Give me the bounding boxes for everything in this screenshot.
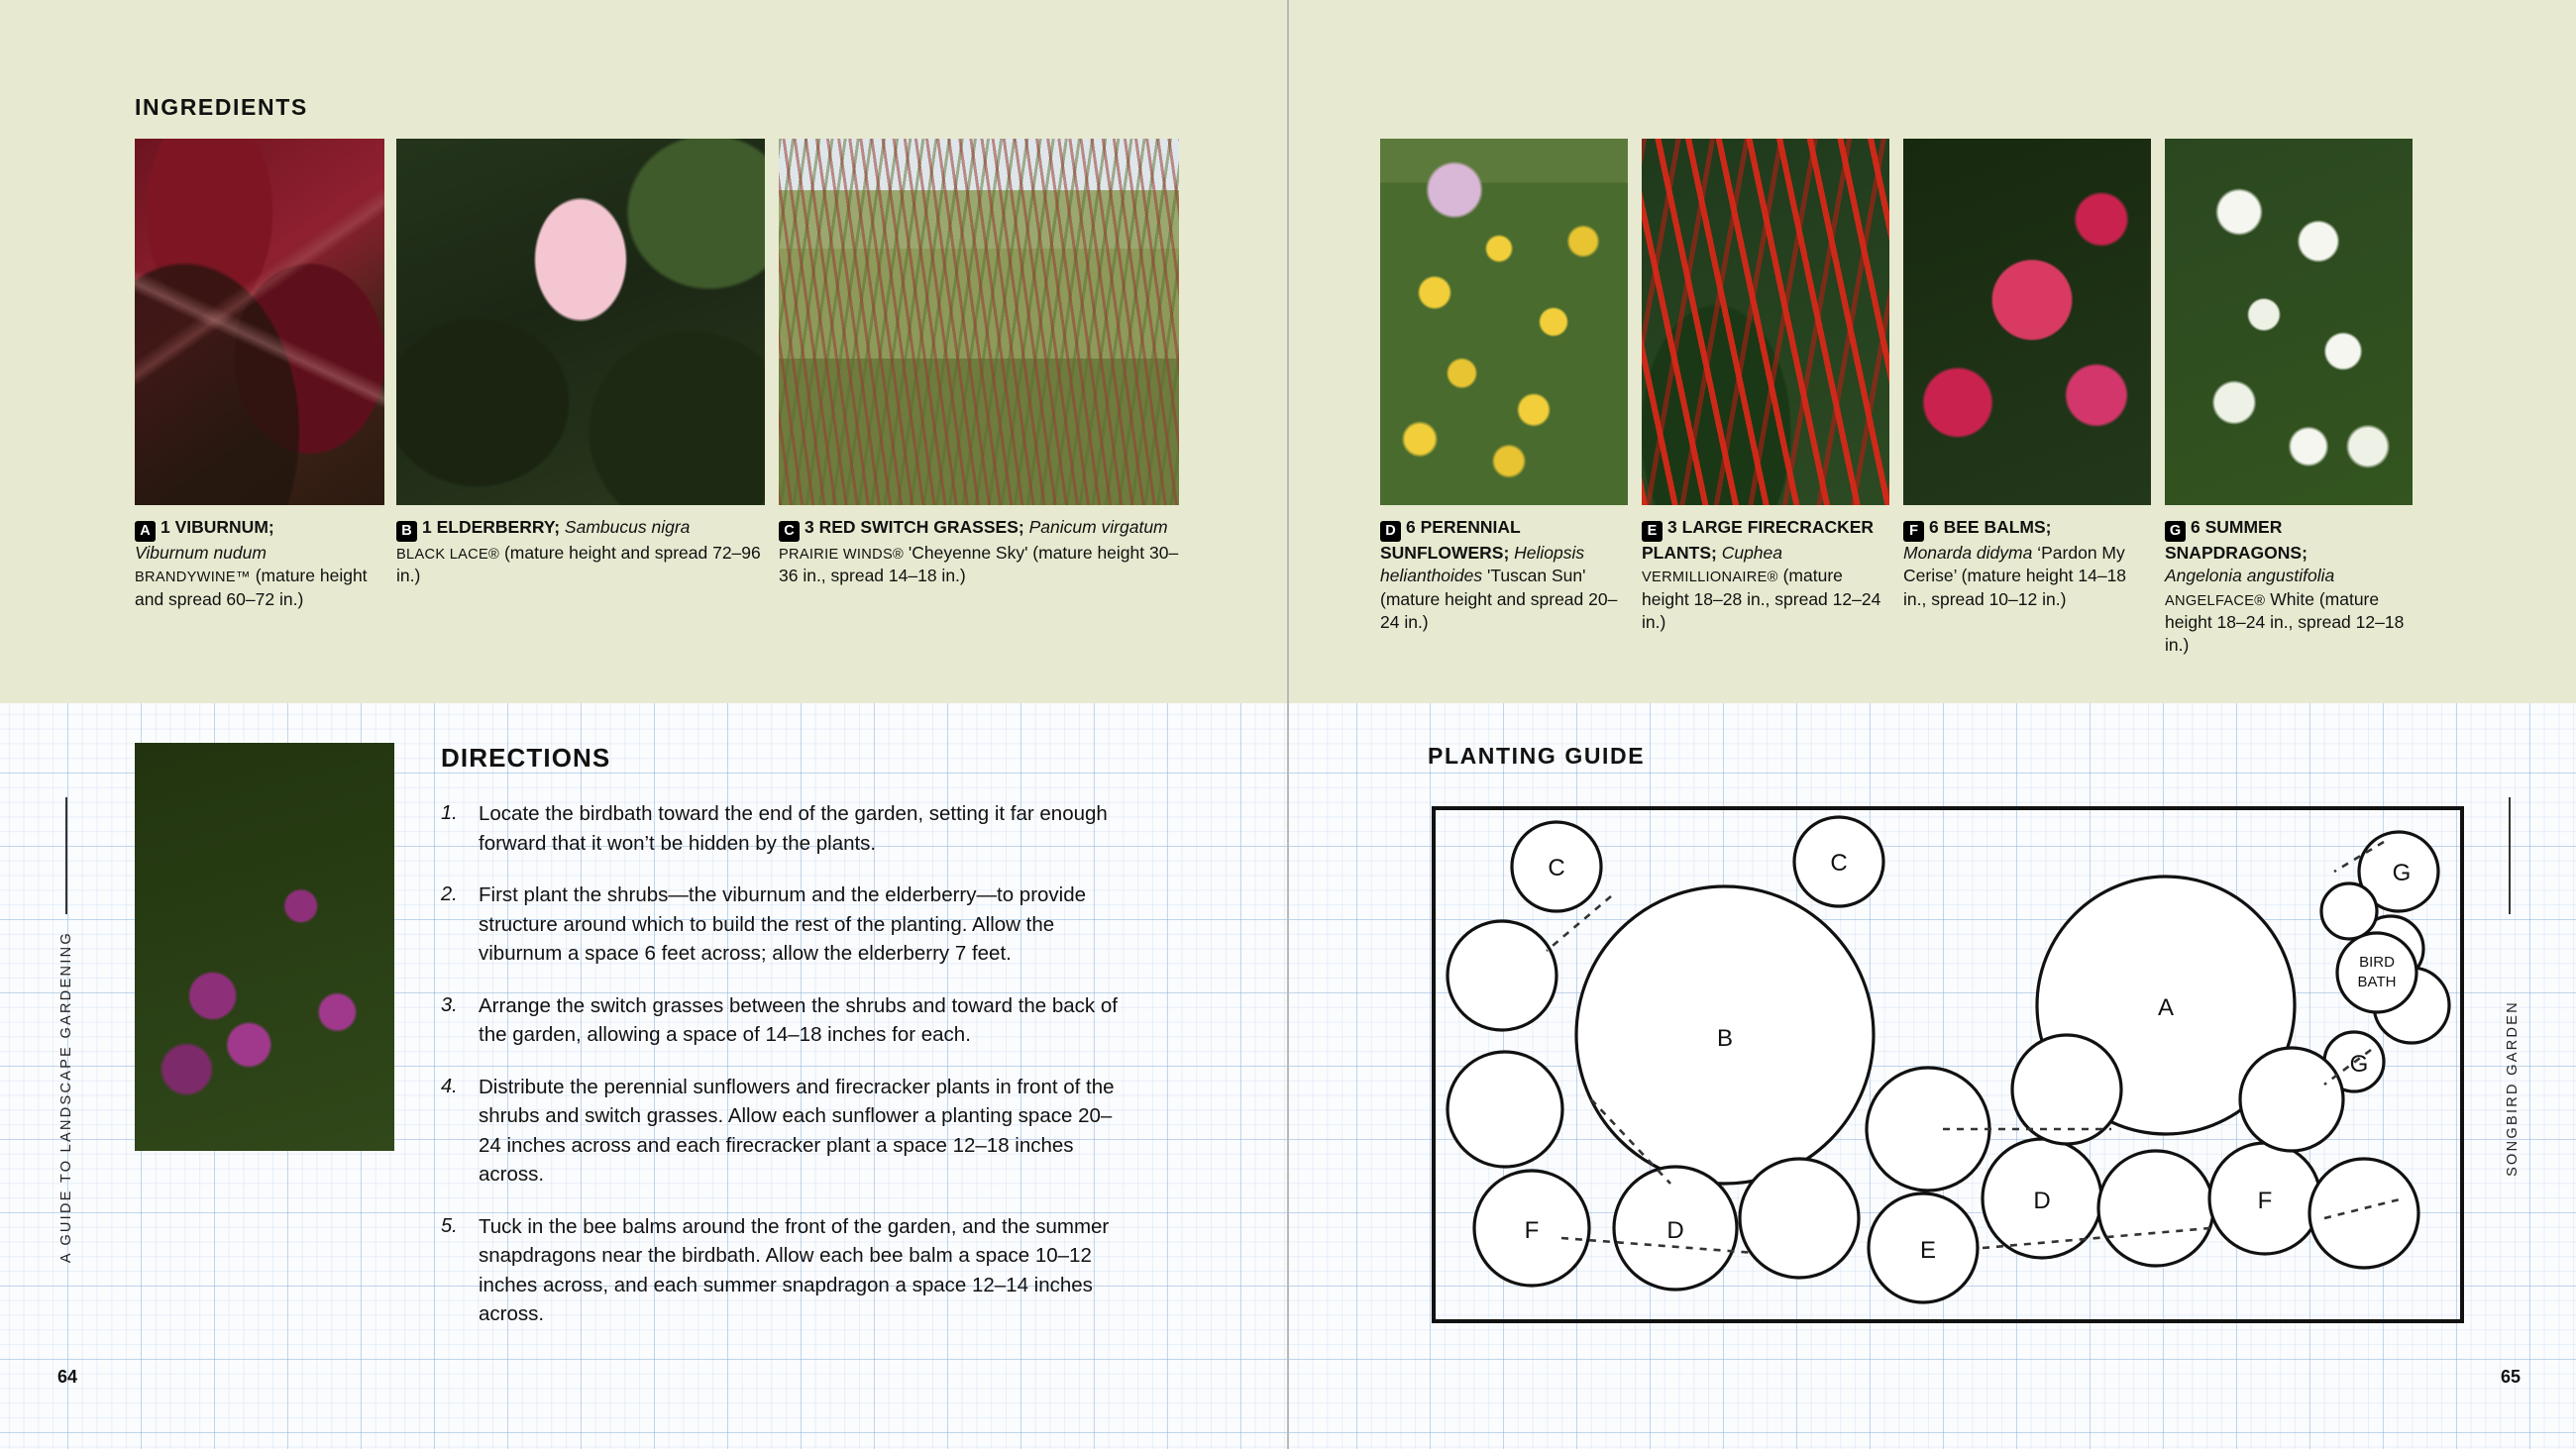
ingredient-latin: Panicum virgatum [1028,517,1168,537]
svg-text:G: G [2349,1051,2369,1078]
direction-step [441,880,1134,969]
ingredient-caption-b [396,516,765,588]
elderberry-photo [396,139,765,505]
ingredient-detail: ‘Pardon My Cerise’ (mature height 14–18 in., spread 10–12 in.) [1903,543,2127,609]
beautyberry-photo [135,887,394,1117]
ingredient-latin: Monarda didyma [1903,543,2033,563]
ingredient-caption-e [1642,516,1889,634]
ingredient-letter-badge: D [1380,521,1401,542]
ingredient-detail: (mature height and spread 72–96 in.) [396,543,761,586]
ingredient-letter-badge: G [2165,521,2186,542]
ingredient-detail: White (mature height 18–24 in., spread 12–18 in.) [2165,588,2405,656]
svg-text:D: D [2033,1188,2051,1214]
ingredient-card-c [779,139,1179,588]
ingredient-name: 1 ELDERBERRY; [422,517,561,537]
ingredient-trade: ANGELFACE® [2165,592,2266,609]
viburnum-photo [135,139,384,505]
ingredient-name: 6 PERENNIAL SUNFLOWERS; [1380,517,1521,563]
svg-text:F: F [2257,1188,2273,1214]
bee-balm-photo [1903,139,2151,505]
direction-step [441,799,1134,858]
ingredient-detail: (mature height 18–28 in., spread 12–24 in.) [1642,566,1881,632]
step-text: Locate the birdbath toward the end of the garden, setting it far enough forward that it won’t be hidden by the plants. [479,802,1108,855]
svg-text:A: A [2157,994,2175,1021]
directions-block [441,743,1134,1352]
direction-step [441,1212,1134,1329]
direction-step [441,1073,1134,1190]
ingredient-card-b [396,139,765,588]
substitutions-block [135,743,394,1151]
svg-text:G: G [2392,860,2412,886]
step-number: 1. [441,802,458,824]
ingredient-caption-c [779,516,1179,588]
step-text: First plant the shrubs—the viburnum and the elderberry—to provide structure around which to build the rest of the planting. Allow the viburnum a space 6 feet across; allow the elderberry 7 feet. [479,883,1087,966]
ingredient-caption-d [1380,516,1628,634]
svg-text:C: C [1548,855,1565,881]
ingredient-name: 1 VIBURNUM; [161,517,274,537]
svg-text:C: C [1830,850,1848,877]
ingredient-name: 3 RED SWITCH GRASSES; [805,517,1024,537]
step-number: 3. [441,993,458,1016]
running-head-rule [65,797,67,914]
svg-text:BIRD: BIRD [2359,954,2395,971]
ingredient-letter-badge: F [1903,521,1924,542]
step-text: Arrange the switch grasses between the shrubs and toward the back of the garden, allowing a space of 14–18 inches for each. [479,993,1118,1047]
right-page [1289,0,2576,1449]
ingredient-detail: 'Tuscan Sun' (mature height and spread 20–24 in.) [1380,566,1618,632]
ingredients-band-right [1289,0,2576,703]
ingredient-trade: PRAIRIE WINDS® [779,547,905,563]
svg-text:B: B [1716,1025,1734,1052]
ingredient-card-a [135,139,384,611]
ingredient-name: 3 LARGE FIRECRACKER PLANTS; [1642,517,1875,563]
ingredient-letter-badge: A [135,521,156,542]
ingredient-card-d [1380,139,1628,634]
ingredient-card-f [1903,139,2151,611]
ingredient-caption-g [2165,516,2413,657]
ingredient-letter-badge: C [779,521,800,542]
ingredients-title: INGREDIENTS [135,94,308,120]
ingredient-latin: Angelonia angustifolia [2165,566,2335,586]
ingredient-caption-a [135,516,384,611]
ingredient-latin: Viburnum nudum [135,543,267,563]
running-head-left: A GUIDE TO LANDSCAPE GARDENING [58,931,74,1264]
running-head-right: SONGBIRD GARDEN [2505,1000,2521,1177]
folio-left: 64 [57,1367,78,1387]
firecracker-plant-photo [1642,139,1889,505]
ingredient-letter-badge: E [1642,521,1663,542]
running-head-rule [2509,797,2511,914]
ingredient-card-g [2165,139,2413,657]
direction-step [441,991,1134,1050]
ingredient-trade: VERMILLIONAIRE® [1642,569,1778,586]
ingredients-band-left [0,0,1287,703]
ingredient-card-e [1642,139,1889,634]
switch-grass-photo [779,139,1179,505]
ingredient-latin: Cuphea [1721,543,1783,563]
planting-guide-diagram [1428,802,2468,1327]
svg-text:E: E [1919,1237,1937,1264]
ingredient-trade: BLACK LACE® [396,547,500,563]
summer-snapdragon-photo [2165,139,2413,505]
ingredient-name: 6 SUMMER SNAPDRAGONS; [2165,517,2308,563]
ingredient-letter-badge: B [396,521,417,542]
ingredient-name: 6 BEE BALMS; [1929,517,2052,537]
ingredient-caption-f [1903,516,2151,611]
svg-text:BATH: BATH [2357,974,2397,990]
perennial-sunflower-photo [1380,139,1628,505]
step-number: 5. [441,1214,458,1237]
planting-guide-title: PLANTING GUIDE [1428,743,1646,769]
planting-plan-svg [1428,802,2468,1327]
svg-text:F: F [1524,1217,1540,1244]
folio-right: 65 [2500,1367,2521,1387]
svg-text:D: D [1666,1217,1684,1244]
directions-title: DIRECTIONS [441,743,611,773]
graph-paper-left [0,703,1287,1449]
step-number: 2. [441,883,458,906]
ingredient-latin: Sambucus nigra [564,517,691,537]
ingredient-latin: Heliopsis helianthoides [1380,543,1585,586]
step-text: Tuck in the bee balms around the front of the garden, and the summer snapdragons near the birdbath. Allow each bee balm a space 10–12 inches across, and each summer snapdragon a space 12–14 inches across. [479,1214,1110,1326]
directions-list [441,799,1134,1329]
ingredient-detail: (mature height and spread 60–72 in.) [135,566,368,609]
step-text: Distribute the perennial sunflowers and firecracker plants in front of the shrubs and switch grasses. Allow each sunflower a planting space 20–24 inches across and each firecracker plant a space 12–18 inches across. [479,1075,1115,1187]
graph-paper-right [1289,703,2576,1449]
ingredient-detail: 'Cheyenne Sky' (mature height 30–36 in., spread 14–18 in.) [779,543,1179,586]
ingredient-trade: BRANDYWINE™ [135,569,251,586]
step-number: 4. [441,1075,458,1097]
